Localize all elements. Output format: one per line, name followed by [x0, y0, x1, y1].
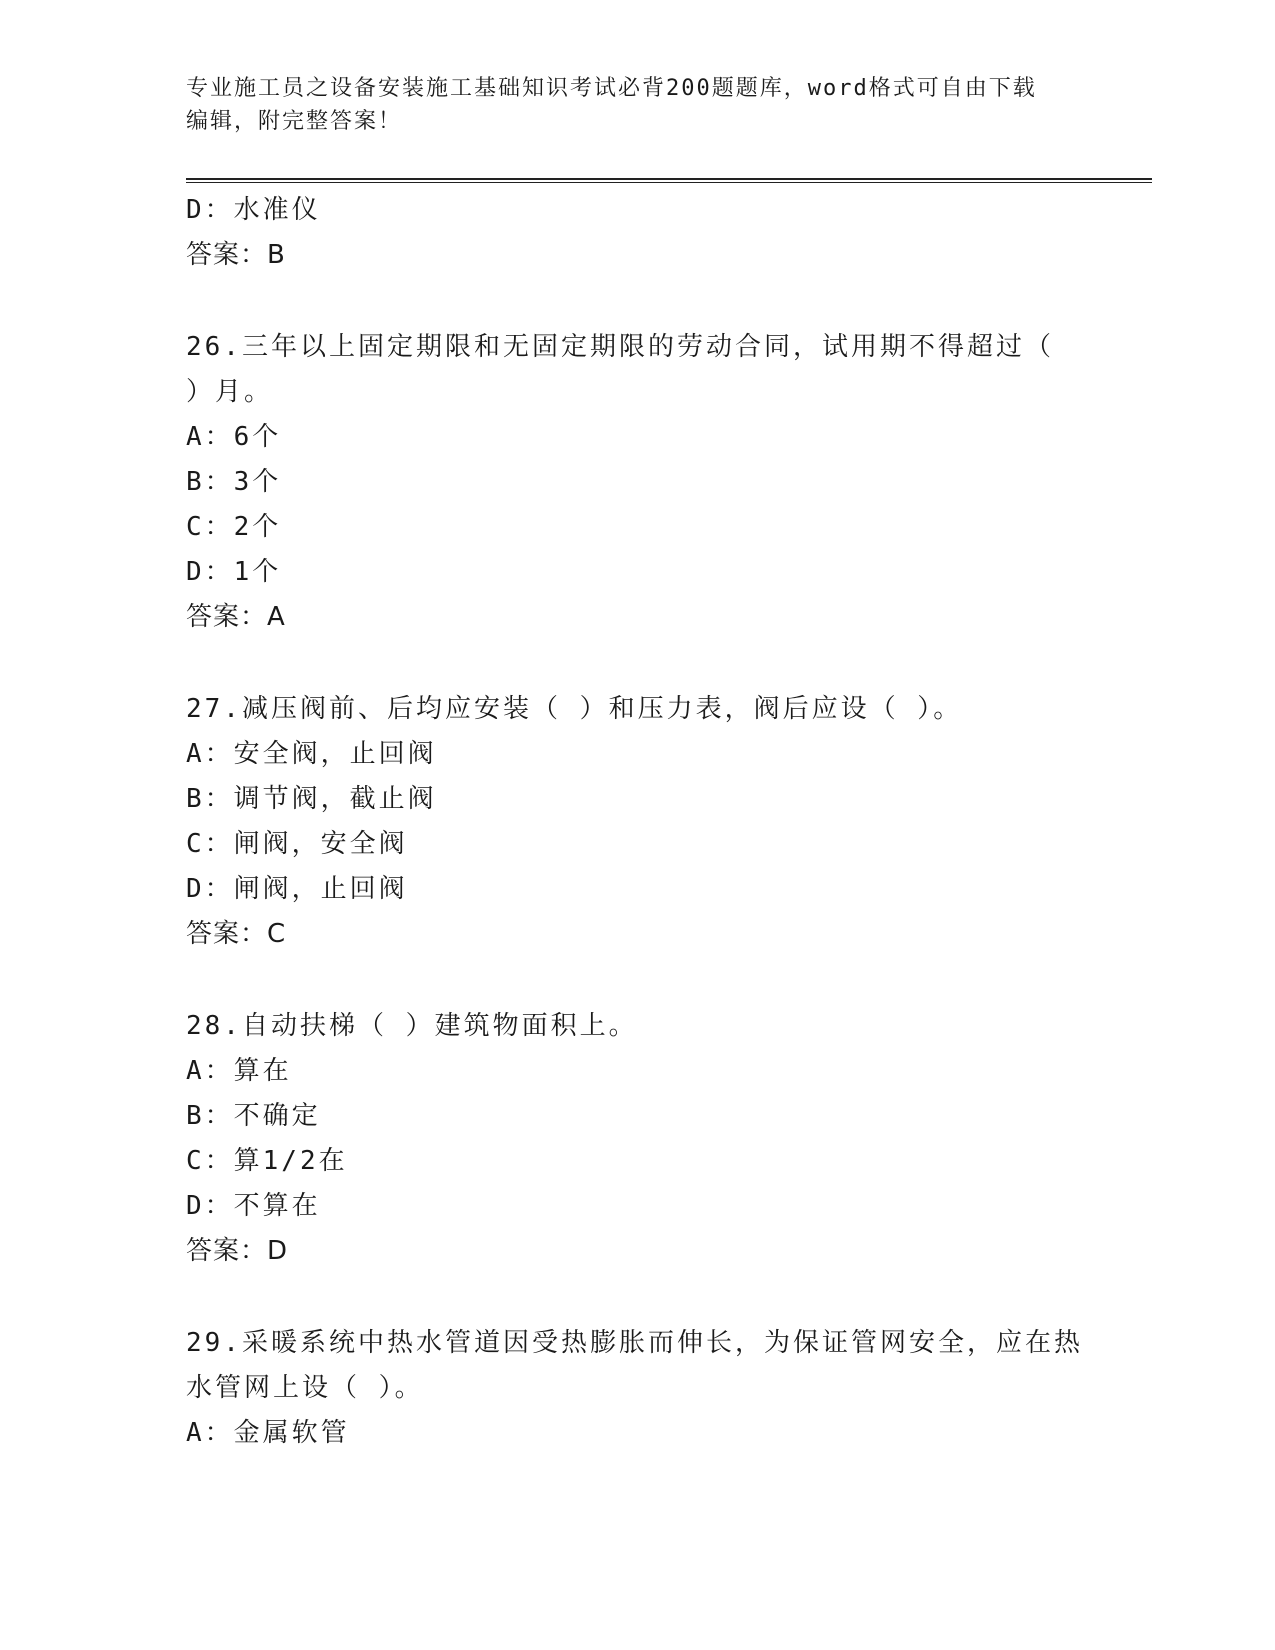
option-c: C：2个	[186, 512, 282, 542]
question-block-26	[186, 325, 1086, 640]
spacer	[186, 278, 1086, 325]
option-d: D：水准仪	[186, 195, 321, 225]
question-text-line-2: ）月。	[186, 377, 274, 407]
answer-line: 答案：B	[186, 240, 286, 270]
question-text-line-2: 水管网上设（ ）。	[186, 1373, 424, 1403]
header-title-line-1: 专业施工员之设备安装施工基础知识考试必背200题题库，word格式可自由下载	[186, 76, 1037, 101]
option-a: A：安全阀，止回阀	[186, 739, 437, 769]
option-b: B：3个	[186, 467, 282, 497]
question-block-28	[186, 1004, 1086, 1274]
option-b: B：不确定	[186, 1101, 321, 1131]
header-divider-thin	[186, 182, 1152, 183]
header-divider-thick	[186, 178, 1152, 180]
spacer	[186, 640, 1086, 687]
option-d: D：闸阀，止回阀	[186, 874, 408, 904]
answer-line: 答案：D	[186, 1236, 289, 1266]
question-block-27	[186, 687, 1086, 957]
option-a: A：金属软管	[186, 1418, 350, 1448]
question-text-line-1: 29.采暖系统中热水管道因受热膨胀而伸长，为保证管网安全，应在热	[186, 1328, 1083, 1358]
question-text-line-1: 28.自动扶梯（ ）建筑物面积上。	[186, 1011, 638, 1041]
answer-line: 答案：A	[186, 602, 286, 632]
question-text-line-1: 27.减压阀前、后均应安装（ ）和压力表，阀后应设（ ）。	[186, 694, 963, 724]
spacer	[186, 1274, 1086, 1321]
document-header	[186, 72, 1086, 138]
option-c: C：闸阀，安全阀	[186, 829, 408, 859]
question-block-29	[186, 1321, 1086, 1456]
question-text-line-1: 26.三年以上固定期限和无固定期限的劳动合同，试用期不得超过（	[186, 332, 1054, 362]
option-d: D：1个	[186, 557, 282, 587]
option-c: C：算1/2在	[186, 1146, 348, 1176]
option-a: A：算在	[186, 1056, 292, 1086]
option-a: A：6个	[186, 422, 282, 452]
option-b: B：调节阀，截止阀	[186, 784, 437, 814]
question-list	[186, 188, 1086, 1456]
option-d: D：不算在	[186, 1191, 321, 1221]
question-block-25-tail	[186, 188, 1086, 278]
spacer	[186, 957, 1086, 1004]
header-title-line-2: 编辑，附完整答案！	[186, 109, 403, 134]
answer-line: 答案：C	[186, 919, 287, 949]
